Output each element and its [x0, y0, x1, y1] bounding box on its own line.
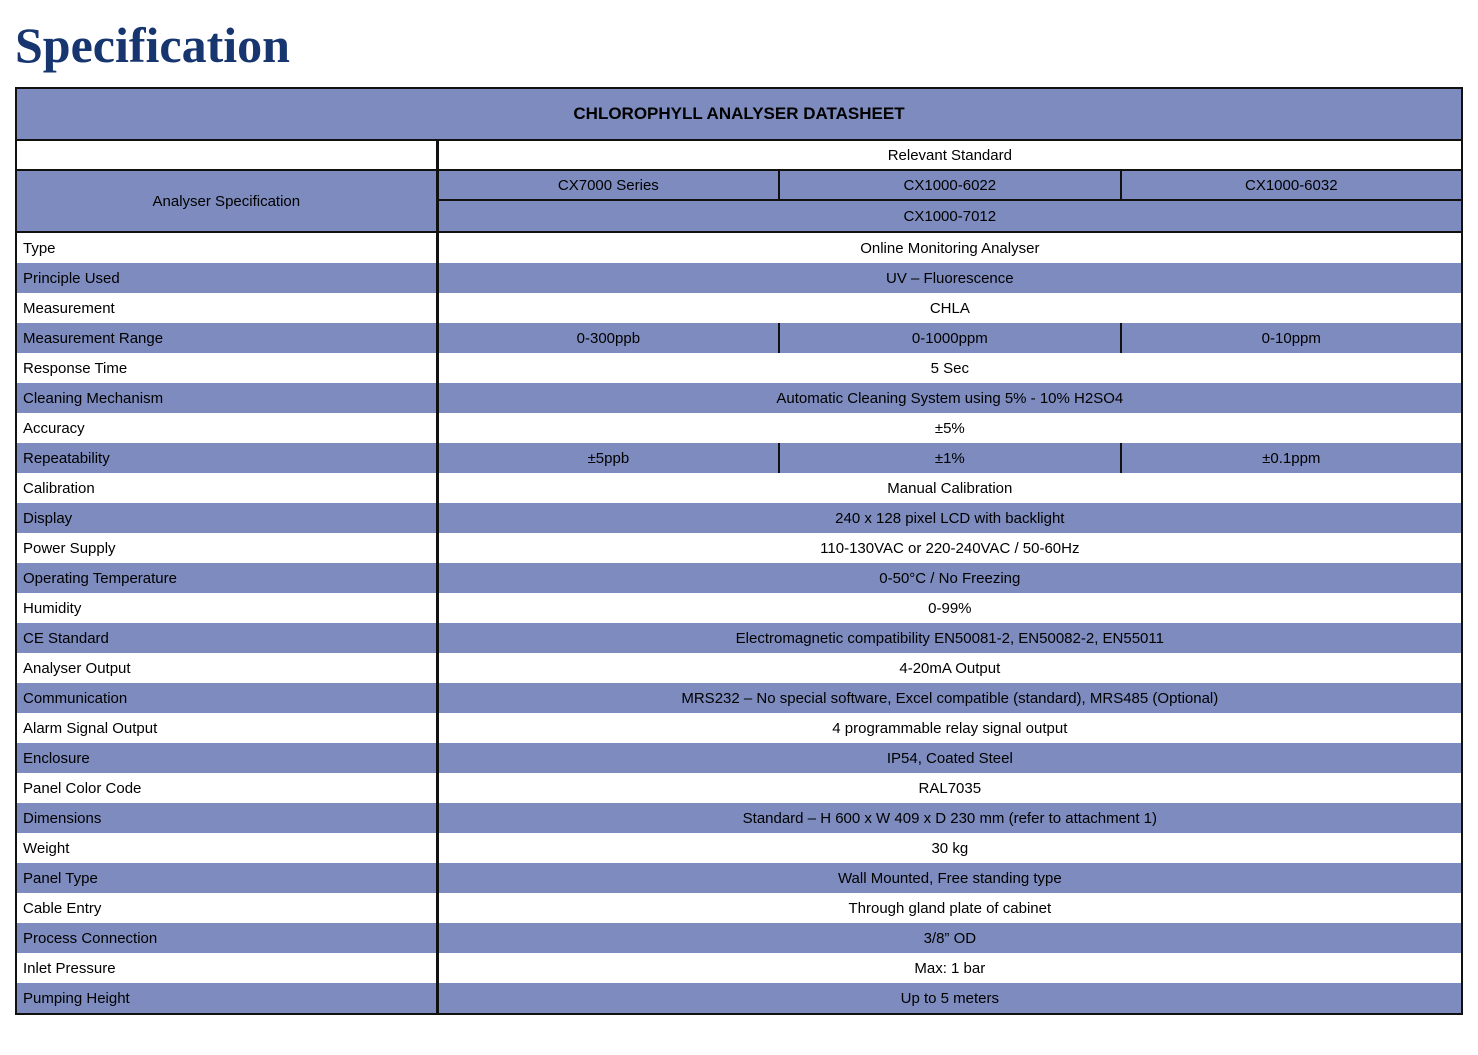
spec-row: [17, 503, 1461, 533]
row-value: 3/8” OD: [923, 929, 977, 947]
row-label: Communication: [17, 683, 439, 713]
row-value: ±1%: [778, 443, 1119, 473]
row-label: Display: [17, 503, 439, 533]
spec-table: [15, 87, 1463, 1015]
row-value: ±0.1ppm: [1120, 443, 1461, 473]
row-label: Operating Temperature: [17, 563, 439, 593]
row-label: Enclosure: [17, 743, 439, 773]
spec-row: [17, 803, 1461, 833]
row-label: Principle Used: [17, 263, 439, 293]
row-label: Measurement Range: [17, 323, 439, 353]
relevant-standard-label: Relevant Standard: [887, 146, 1012, 164]
row-value: ±5ppb: [587, 449, 630, 467]
row-label: Inlet Pressure: [17, 953, 439, 983]
row-value: 240 x 128 pixel LCD with backlight: [835, 509, 1065, 527]
row-value: Online Monitoring Analyser: [860, 239, 1040, 257]
row-value: Wall Mounted, Free standing type: [837, 869, 1062, 887]
page-title: Specification: [15, 17, 290, 73]
table-header: CHLOROPHYLL ANALYSER DATASHEET: [17, 89, 1461, 141]
series-right: [439, 171, 1461, 231]
spec-row: [17, 983, 1461, 1013]
row-label: Alarm Signal Output: [17, 713, 439, 743]
row-value: RAL7035: [918, 779, 982, 797]
spec-row: [17, 713, 1461, 743]
row-value: 0-300ppb: [576, 329, 641, 347]
row-label: Response Time: [17, 353, 439, 383]
analyser-specification-cell: Analyser Specification: [17, 171, 439, 231]
spec-row: [17, 773, 1461, 803]
row-value: CHLA: [929, 299, 970, 317]
row-label: Calibration: [17, 473, 439, 503]
row-value: 0-10ppm: [1120, 323, 1461, 353]
row-value: 0-99%: [928, 599, 972, 617]
row-label: Measurement: [17, 293, 439, 323]
row-label: Power Supply: [17, 533, 439, 563]
row-value: 0-50°C / No Freezing: [879, 569, 1021, 587]
spec-row: [17, 683, 1461, 713]
spec-row: [17, 743, 1461, 773]
row-label: Humidity: [17, 593, 439, 623]
row-label: CE Standard: [17, 623, 439, 653]
row-value: 110-130VAC or 220-240VAC / 50-60Hz: [820, 539, 1080, 557]
row-value: 4-20mA Output: [899, 659, 1001, 677]
row-value: Through gland plate of cabinet: [848, 899, 1052, 917]
row-label: Weight: [17, 833, 439, 863]
spec-row: [17, 593, 1461, 623]
spec-row: [17, 293, 1461, 323]
spec-row: [17, 473, 1461, 503]
row-value: MRS232 – No special software, Excel compatible (standard), MRS485 (Optional): [681, 689, 1219, 707]
row-value: 30 kg: [931, 839, 969, 857]
row-label: Type: [17, 233, 439, 263]
series-columns-row: [439, 171, 1461, 201]
series-column-0: CX7000 Series: [439, 171, 780, 199]
page: [0, 17, 1478, 1055]
empty-label-cell: [17, 141, 439, 169]
spec-row: [17, 533, 1461, 563]
row-value: IP54, Coated Steel: [886, 749, 1013, 767]
spec-row: [17, 263, 1461, 293]
row-value: 4 programmable relay signal output: [832, 719, 1068, 737]
spec-rows: [17, 233, 1461, 1013]
row-label: Process Connection: [17, 923, 439, 953]
row-value: Manual Calibration: [887, 479, 1013, 497]
row-label: Accuracy: [17, 413, 439, 443]
row-label: Cleaning Mechanism: [17, 383, 439, 413]
spec-row: [17, 383, 1461, 413]
series-column-2: CX1000-6032: [1244, 176, 1338, 194]
row-label: Panel Color Code: [17, 773, 439, 803]
series-span-cell: CX1000-7012: [903, 207, 997, 225]
series-column-1: CX1000-6022: [780, 171, 1121, 199]
spec-row: [17, 863, 1461, 893]
row-value: 5 Sec: [930, 359, 969, 377]
row-value: UV – Fluorescence: [886, 269, 1014, 287]
row-label: Panel Type: [17, 863, 439, 893]
row-label: Dimensions: [17, 803, 439, 833]
row-value: Electromagnetic compatibility EN50081-2, EN50082-2, EN55011: [735, 629, 1164, 647]
spec-row: [17, 443, 1461, 473]
spec-row: [17, 833, 1461, 863]
spec-row: [17, 623, 1461, 653]
spec-row: [17, 353, 1461, 383]
row-label: Pumping Height: [17, 983, 439, 1013]
row-value: Max: 1 bar: [914, 959, 986, 977]
row-value: ±5%: [934, 419, 965, 437]
relevant-standard-row: [17, 141, 1461, 171]
spec-row: [17, 893, 1461, 923]
spec-row: [17, 653, 1461, 683]
row-label: Analyser Output: [17, 653, 439, 683]
row-label: Cable Entry: [17, 893, 439, 923]
row-value: Automatic Cleaning System using 5% - 10% H2SO4: [776, 389, 1124, 407]
row-value: Standard – H 600 x W 409 x D 230 mm (refer to attachment 1): [742, 809, 1157, 827]
spec-row: [17, 413, 1461, 443]
spec-row: [17, 323, 1461, 353]
spec-row: [17, 563, 1461, 593]
spec-row: [17, 953, 1461, 983]
series-block: [17, 171, 1461, 233]
row-value: Up to 5 meters: [900, 989, 999, 1007]
row-value: 0-1000ppm: [778, 323, 1119, 353]
spec-row: [17, 923, 1461, 953]
spec-row: [17, 233, 1461, 263]
row-label: Repeatability: [17, 443, 439, 473]
